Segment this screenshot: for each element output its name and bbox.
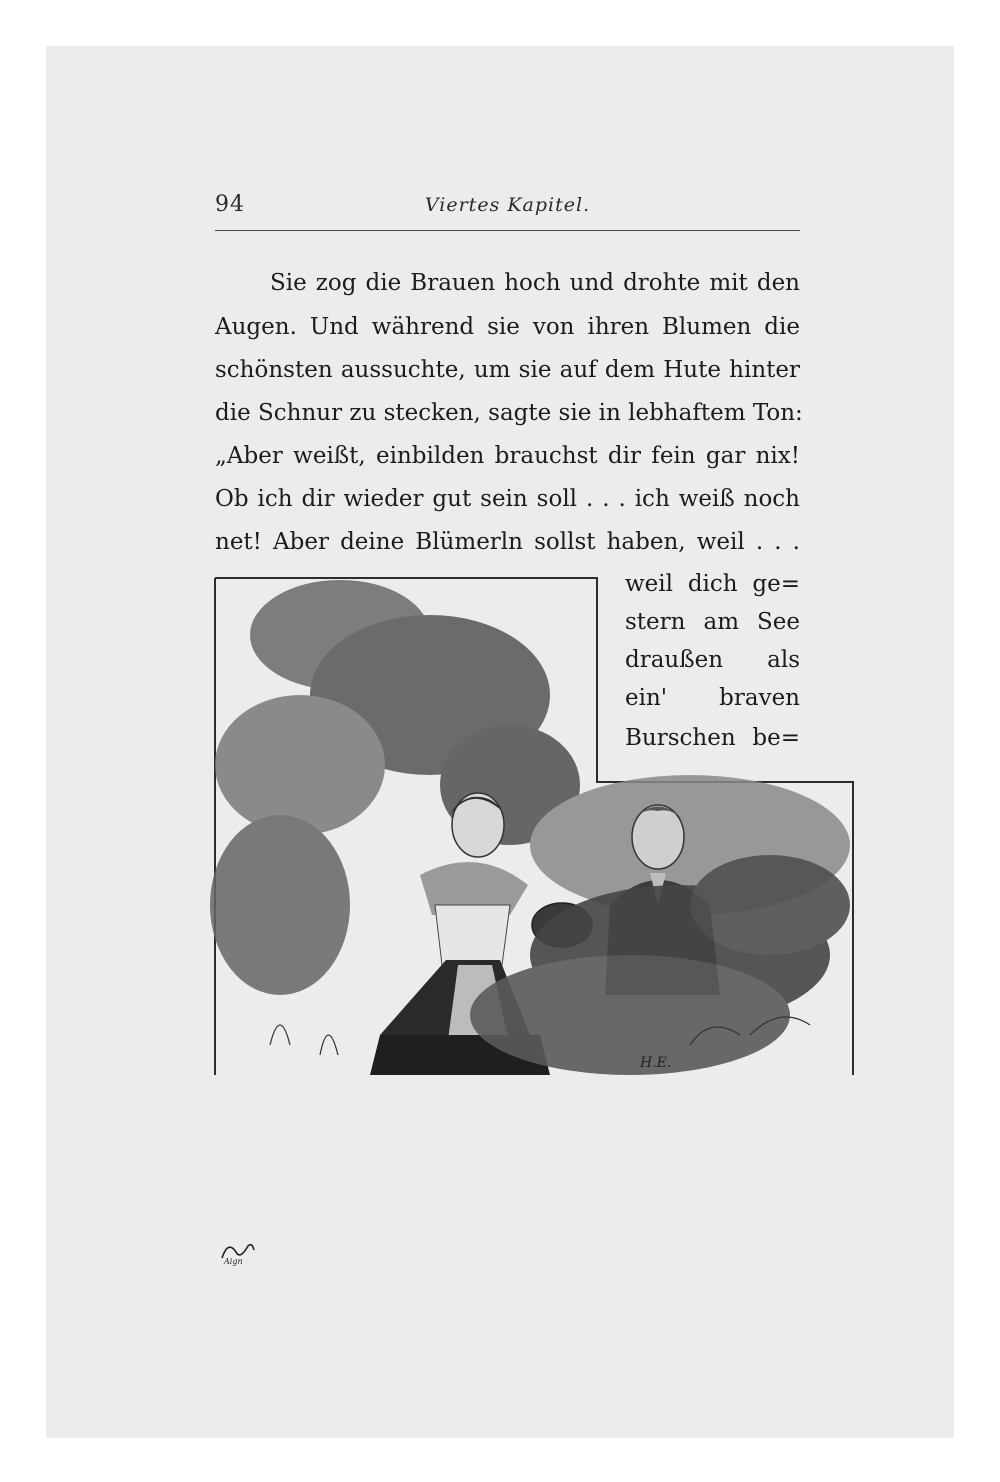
side-line: Burschen be= (625, 725, 800, 751)
body-line: Augen. Und während sie von ihren Blumen die (215, 314, 800, 340)
body-line: schönsten aussuchte, um sie auf dem Hute hinter (215, 357, 800, 383)
artist-signature (218, 1232, 258, 1266)
illustration-monogram: H.E. (640, 1055, 672, 1071)
body-line: die Schnur zu stecken, sagte sie in lebhaftem Ton: (215, 400, 803, 426)
engraving-illustration (210, 575, 855, 1075)
body-line: net! Aber deine Blümerln sollst haben, weil . . . (215, 529, 800, 555)
foreground-bushes (470, 855, 850, 1075)
body-line: Ob ich dir wieder gut sein soll . . . ich weiß noch (215, 486, 800, 512)
page-header (215, 186, 800, 226)
header-rule (215, 230, 800, 231)
side-line: draußen als (625, 647, 800, 673)
body-line: Sie zog die Brauen hoch und drohte mit den (270, 270, 800, 296)
body-line: „Aber weißt, einbilden brauchst dir fein gar nix! (215, 443, 800, 469)
side-line: weil dich ge= (625, 571, 800, 597)
page-number: 94 (215, 192, 245, 217)
artist-signature-text: Aign (224, 1257, 243, 1266)
side-line: stern am See (625, 609, 800, 635)
side-line: ein' braven (625, 685, 800, 711)
running-head: Viertes Kapitel. (424, 194, 591, 216)
